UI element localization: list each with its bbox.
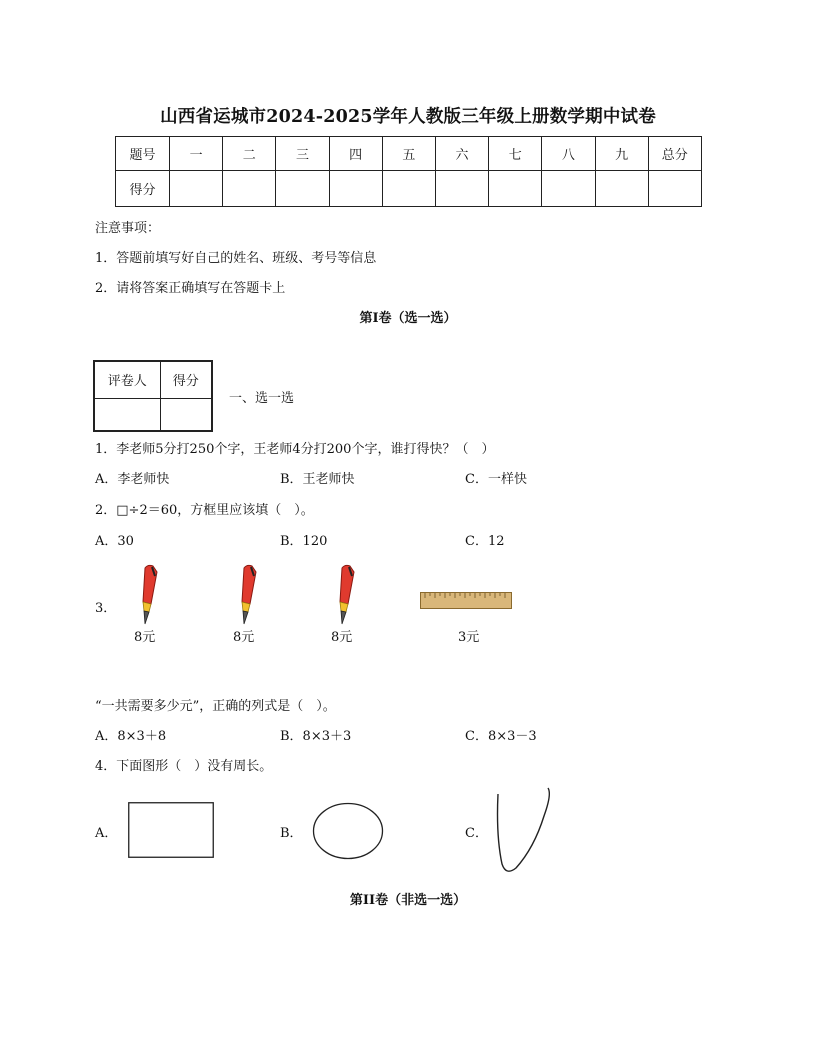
question-1-option-c[interactable]: C．一样快 — [465, 472, 527, 487]
question-2-option-c[interactable]: C．12 — [465, 534, 505, 549]
score-entry-cell[interactable] — [276, 171, 329, 207]
score-entry-cell[interactable] — [489, 171, 542, 207]
grader-label: 得分 — [160, 361, 212, 398]
pen-price: 8元 — [331, 630, 353, 645]
rectangle-shape — [128, 802, 214, 858]
question-2-option-a[interactable]: A．30 — [95, 534, 134, 549]
score-table-cell: 一 — [170, 137, 223, 171]
score-entry-cell[interactable] — [170, 171, 223, 207]
page-title: 山西省运城市2024-2025学年人教版三年级上册数学期中试卷 — [160, 107, 656, 127]
pen-icon — [133, 564, 163, 626]
grader-entry-cell[interactable] — [94, 398, 160, 431]
part2-title: 第II卷（非选一选） — [349, 893, 467, 908]
score-entry-cell[interactable] — [542, 171, 595, 207]
notes-item: 2．请将答案正确填写在答题卡上 — [95, 281, 286, 296]
score-table-cell: 得分 — [116, 171, 170, 207]
question-2-option-b[interactable]: B．120 — [280, 534, 328, 549]
grader-table — [93, 360, 213, 432]
ellipse-shape — [312, 802, 384, 860]
open-curve-shape — [494, 786, 558, 876]
score-table-cell: 六 — [435, 137, 488, 171]
pen-price: 8元 — [233, 630, 255, 645]
question-4-option-b[interactable]: B． — [280, 826, 303, 841]
question-2-text: 2．□÷2＝60，方框里应该填（ ）。 — [95, 503, 314, 518]
question-1-option-b[interactable]: B．王老师快 — [280, 472, 355, 487]
score-table-score-row — [116, 171, 702, 207]
score-entry-cell[interactable] — [648, 171, 701, 207]
pen-icon — [330, 564, 360, 626]
question-1-option-a[interactable]: A．李老师快 — [95, 472, 170, 487]
score-entry-cell[interactable] — [595, 171, 648, 207]
score-table-cell: 五 — [382, 137, 435, 171]
pen-icon — [232, 564, 262, 626]
question-3-number: 3． — [95, 601, 117, 616]
part1-title: 第I卷（选一选） — [359, 311, 457, 326]
score-table-header-row — [116, 137, 702, 171]
score-entry-cell[interactable] — [223, 171, 276, 207]
notes-heading: 注意事项： — [95, 221, 161, 236]
section1-title: 一、选一选 — [229, 391, 295, 406]
score-table-cell: 八 — [542, 137, 595, 171]
score-entry-cell[interactable] — [382, 171, 435, 207]
notes-item: 1．答题前填写好自己的姓名、班级、考号等信息 — [95, 251, 377, 266]
grader-label: 评卷人 — [94, 361, 160, 398]
question-3-text: “一共需要多少元”，正确的列式是（ ）。 — [95, 699, 336, 714]
question-4-option-a[interactable]: A． — [95, 826, 118, 841]
pen-price: 8元 — [134, 630, 156, 645]
score-table-cell: 七 — [489, 137, 542, 171]
score-table — [115, 136, 702, 207]
question-4-text: 4．下面图形（ ）没有周长。 — [95, 759, 273, 774]
score-table-cell: 题号 — [116, 137, 170, 171]
score-entry-cell[interactable] — [329, 171, 382, 207]
score-table-cell: 九 — [595, 137, 648, 171]
ruler-price: 3元 — [458, 630, 480, 645]
question-3-option-a[interactable]: A．8×3＋8 — [95, 729, 167, 744]
question-4-option-c[interactable]: C． — [465, 826, 488, 841]
ruler-icon — [420, 592, 512, 610]
question-3-option-c[interactable]: C．8×3－3 — [465, 729, 537, 744]
score-table-cell: 三 — [276, 137, 329, 171]
question-1-text: 1．李老师5分打250个字，王老师4分打200个字，谁打得快？（ ） — [95, 442, 495, 457]
grader-entry-cell[interactable] — [160, 398, 212, 431]
question-3-option-b[interactable]: B．8×3＋3 — [280, 729, 352, 744]
score-table-cell: 四 — [329, 137, 382, 171]
score-table-cell: 二 — [223, 137, 276, 171]
score-entry-cell[interactable] — [435, 171, 488, 207]
score-table-cell: 总分 — [648, 137, 701, 171]
